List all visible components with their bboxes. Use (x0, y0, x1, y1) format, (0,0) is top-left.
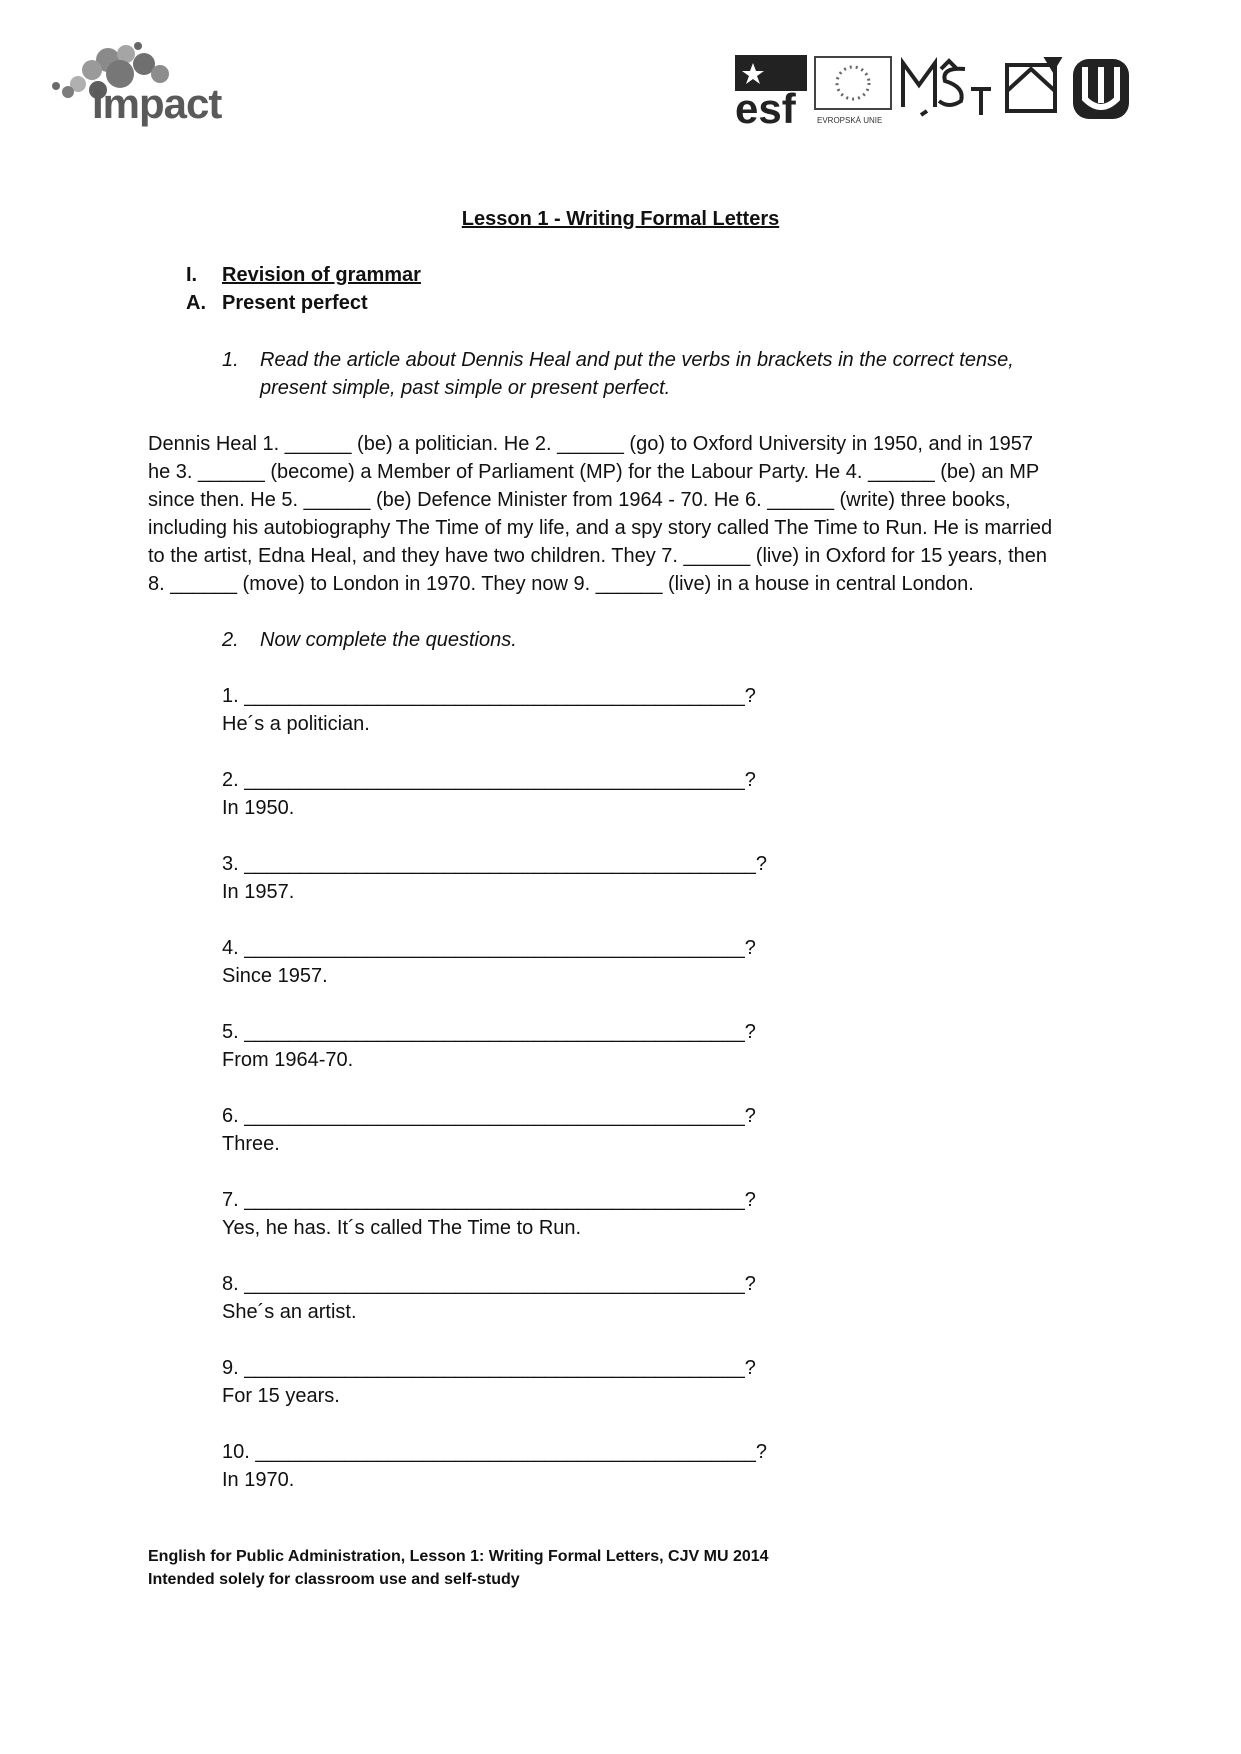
section-roman-numeral: I. (186, 264, 198, 286)
answer-text: For 15 years. (222, 1385, 340, 1407)
exercise-1-text: Read the article about Dennis Heal and put the verbs in brackets in the correct tense, present simple, past simple or present perfect. (260, 349, 1014, 399)
mu-logo (1073, 59, 1129, 119)
exercise-1-number: 1. (222, 349, 239, 371)
footer-line-2: Intended solely for classroom use and self-study (148, 1571, 520, 1588)
answer-text: In 1957. (222, 881, 295, 903)
svg-text:esf: esf (735, 85, 796, 130)
section-heading (186, 264, 421, 287)
question-blank[interactable]: 9. _____________________________________________? (222, 1357, 756, 1379)
exercise-2-text: Now complete the questions. (260, 629, 517, 651)
answer-text: From 1964-70. (222, 1049, 354, 1071)
article-line: since then. He 5. ______ (be) Defence Minister from 1964 - 70. He 6. ______ (write) three books, (148, 489, 1011, 511)
exercise-2-number: 2. (222, 629, 239, 651)
esf-logo (735, 55, 807, 130)
question-blank[interactable]: 10. _____________________________________________? (222, 1441, 768, 1463)
article-line: 8. ______ (move) to London in 1970. They now 9. ______ (live) in a house in central London. (148, 573, 974, 595)
question-blank[interactable]: 4. _____________________________________________? (222, 937, 756, 959)
question-item (222, 850, 767, 906)
exercise-1-instruction (222, 346, 1062, 402)
article-line: to the artist, Edna Heal, and they have two children. They 7. ______ (live) in Oxford for 15 years, then (148, 545, 1048, 567)
question-item (222, 1270, 756, 1326)
question-item (222, 1438, 767, 1494)
question-blank[interactable]: 7. _____________________________________________? (222, 1189, 756, 1211)
answer-text: In 1970. (222, 1469, 295, 1491)
lesson-title: Lesson 1 - Writing Formal Letters (461, 208, 780, 230)
question-item (222, 766, 756, 822)
question-item (222, 1018, 756, 1074)
subsection-letter: A. (186, 292, 206, 314)
question-blank[interactable]: 8. _____________________________________________? (222, 1273, 756, 1295)
answer-text: Since 1957. (222, 965, 328, 987)
article-line: Dennis Heal 1. ______ (be) a politician. He 2. ______ (go) to Oxford University in 1950, and in 1957 (148, 433, 1033, 455)
article-paragraph (148, 430, 1108, 598)
answer-text: Yes, he has. It´s called The Time to Run. (222, 1217, 582, 1239)
footer-line-1: English for Public Administration, Lesson 1: Writing Formal Letters, CJV MU 2014 (148, 1548, 769, 1565)
partner-logos (735, 55, 1175, 130)
answer-text: In 1950. (222, 797, 295, 819)
question-item (222, 682, 756, 738)
impact-logo-text: Impact (92, 80, 222, 127)
question-item (222, 1102, 756, 1158)
op-logo (1007, 59, 1059, 111)
question-blank[interactable]: 3. ______________________________________________? (222, 853, 768, 875)
answer-text: He´s a politician. (222, 713, 370, 735)
question-item (222, 1186, 756, 1242)
question-item (222, 934, 756, 990)
article-line: he 3. ______ (become) a Member of Parliament (MP) for the Labour Party. He 4. ______ (be) an MP (148, 461, 1040, 483)
eu-flag-logo (815, 57, 891, 125)
answer-text: Three. (222, 1133, 280, 1155)
question-blank[interactable]: 2. _____________________________________________? (222, 769, 756, 791)
answer-text: She´s an artist. (222, 1301, 357, 1323)
msmt-logo (903, 61, 991, 115)
exercise-2-instruction (222, 626, 517, 654)
svg-text:EVROPSKÁ UNIE: EVROPSKÁ UNIE (817, 116, 883, 125)
subsection-heading-text: Present perfect (222, 292, 368, 314)
question-blank[interactable]: 6. _____________________________________________? (222, 1105, 756, 1127)
question-blank[interactable]: 1. _____________________________________________? (222, 685, 756, 707)
question-item (222, 1354, 756, 1410)
section-heading-text: Revision of grammar (222, 264, 421, 286)
subsection-heading (186, 292, 368, 315)
question-blank[interactable]: 5. _____________________________________________? (222, 1021, 756, 1043)
article-line: including his autobiography The Time of my life, and a spy story called The Time to Run. He is married (148, 517, 1053, 539)
page-footer (148, 1545, 769, 1591)
